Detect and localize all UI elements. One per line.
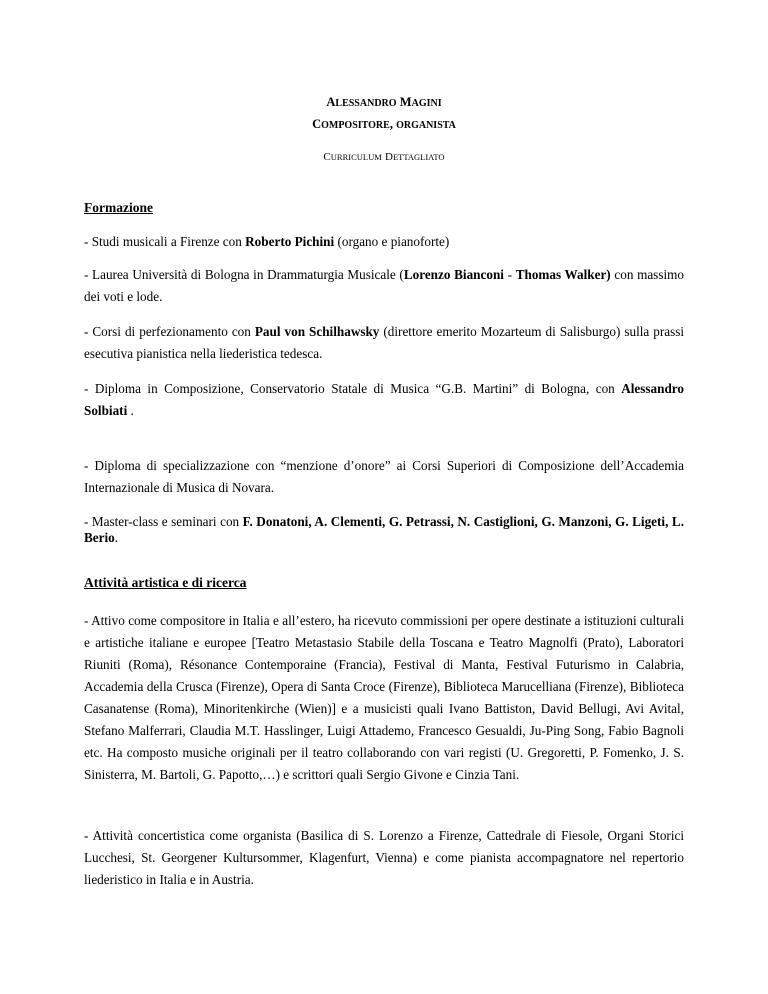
text-span: . [127, 403, 134, 418]
subtitle-initial-2: D [385, 151, 393, 163]
text-span: - Diploma in Composizione, Conservatorio Statale di Musica “G.B. Martini” di Bologna, con [84, 381, 622, 396]
section-heading-attivita: Attività artistica e di ricerca [84, 575, 247, 590]
subtitle-initial-1: C [323, 151, 331, 163]
bold-name: Paul von Schilhawsky [254, 324, 380, 339]
attivita-item-1: - Attivo come compositore in Italia e all’estero, ha ricevuto commissioni per opere destinate a istituzioni culturali e artistiche italiane e europee [Teatro Metastasio Stabile della Toscana e Teatro Magnolfi (Prato), Laboratori Riuniti (Roma), Résonance Contemporaine (Francia), Festival di Manta, Festival Futurismo in Calabria, Accademia della Crusca (Firenze), Opera di Santa Croce (Firenze), Biblioteca Marucelliana (Firenze), Biblioteca Casanatense (Roma), Minoritenkirche (Wien)] e a musicisti quali Ivano Battiston, David Bellugi, Avi Avital, Stefano Malferrari, Claudia M.T. Hasslinger, Luigi Attademo, Francesco Gesualdi, Ju-Ping Song, Fabio Bagnoli etc. Ha composto musiche originali per il teatro collaborando con vari registi (U. Gregoretti, P. Fomenko, J. S. Sinisterra, M. Bartoli, G. Papotto,…) e scrittori quali Sergio Givone e Cinzia Tani. [84, 613, 684, 782]
formazione-item-5: - Diploma di specializzazione con “menzione d’onore” ai Corsi Superiori di Composizione dell’Accademia Internazionale di Musica di Novara. [84, 458, 684, 495]
section-heading-formazione: Formazione [84, 200, 153, 215]
text-span: - Studi musicali a Firenze con [84, 234, 246, 249]
role-first: OMPOSITORE [321, 120, 390, 131]
text-span: con massimo dei voti e lode. [84, 267, 684, 304]
bold-name: Lorenzo Bianconi [403, 267, 504, 282]
text-span: - [503, 267, 516, 282]
name-first-rest: LESSANDRO [335, 98, 397, 109]
bold-name: Alessandro Solbiati [84, 381, 684, 418]
formazione-item-2 [84, 264, 684, 308]
subtitle-word-2: ETTAGLIATO [392, 152, 445, 162]
role-second: ORGANISTA [396, 120, 456, 131]
text-span: (direttore emerito Mozarteum di Salisburgo) sulla prassi esecutiva pianistica nella liederistica tedesca. [84, 324, 685, 361]
text-span: - Corsi di perfezionamento con [84, 324, 255, 339]
bold-name: Roberto Pichini [245, 234, 335, 249]
name-first-initial: A [326, 95, 336, 109]
subtitle-word-1: URRICULUM [330, 152, 382, 162]
document-subtitle [0, 148, 768, 164]
author-role [0, 116, 768, 132]
name-last-initial: M [399, 95, 412, 109]
name-last-rest: AGINI [411, 98, 442, 109]
bold-name: F. Donatoni, A. Clementi, G. Petrassi, N. Castiglioni, G. Manzoni, G. Ligeti, L. Berio [84, 514, 684, 545]
role-separator: , [389, 117, 397, 131]
formazione-item-4 [84, 378, 684, 422]
attivita-item-2: - Attività concertistica come organista (Basilica di S. Lorenzo a Firenze, Cattedrale di Fiesole, Organi Storici Lucchesi, St. Georgener Kultursommer, Klagenfurt, Vienna) e come pianista accompagnatore nel repertorio liederistico in Italia e in Austria. [84, 828, 684, 887]
author-name [0, 94, 768, 110]
formazione-item-6 [84, 514, 684, 546]
bold-name: Thomas Walker) [515, 267, 611, 282]
text-span: - Master-class e seminari con [84, 514, 243, 529]
formazione-item-3 [84, 321, 684, 365]
text-span: (organo e pianoforte) [334, 234, 450, 249]
text-span: . [114, 530, 119, 545]
formazione-item-1 [84, 231, 684, 253]
text-span: - Laurea Università di Bologna in Drammaturgia Musicale ( [84, 267, 404, 282]
role-initial: C [312, 117, 322, 131]
